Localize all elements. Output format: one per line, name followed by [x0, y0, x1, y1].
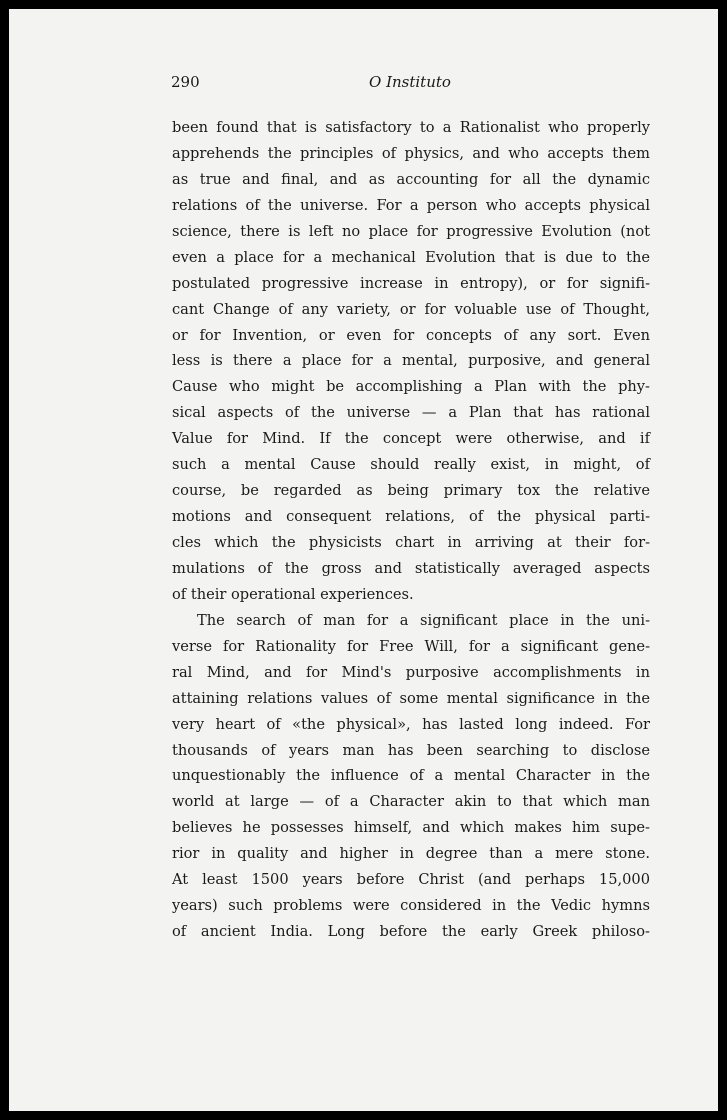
text-line: years) such problems were considered in the Vedic hymns [172, 897, 650, 915]
text-line: course, be regarded as being primary tox the relative [172, 482, 650, 500]
text-line: apprehends the principles of physics, and who accepts them [172, 144, 650, 162]
text-line: motions and consequent relations, of the physical parti- [172, 508, 650, 526]
text-line: At least 1500 years before Christ (and perhaps 15,000 [172, 871, 650, 889]
journal-title: O Instituto [369, 73, 451, 91]
text-line: sical aspects of the universe — a Plan that has rational [172, 404, 650, 422]
text-line: of ancient India. Long before the early Greek philoso- [172, 923, 650, 941]
book-page [9, 9, 718, 1111]
text-line: rior in quality and higher in degree than a mere stone. [172, 845, 650, 863]
text-line: unquestionably the influence of a mental Character in the [172, 767, 650, 785]
text-line: very heart of «the physical», has lasted long indeed. For [172, 715, 650, 733]
text-line: less is there a place for a mental, purposive, and general [172, 352, 650, 370]
paragraph-1 [172, 115, 650, 608]
text-line: mulations of the gross and statistically averaged aspects [172, 559, 650, 577]
text-line: thousands of years man has been searching to disclose [172, 741, 650, 759]
text-line: Value for Mind. If the concept were otherwise, and if [172, 430, 650, 448]
text-line: cles which the physicists chart in arriving at their for- [172, 534, 650, 551]
text-line: Cause who might be accomplishing a Plan with the phy- [172, 378, 650, 396]
text-line: world at large — of a Character akin to that which man [172, 793, 650, 811]
text-line: ral Mind, and for Mind's purposive accomplishments in [172, 663, 650, 681]
body-text [172, 115, 650, 945]
text-line: postulated progressive increase in entropy), or for signifi- [172, 274, 650, 292]
text-line: believes he possesses himself, and which makes him supe- [172, 819, 650, 837]
text-line: of their operational experiences. [172, 585, 414, 603]
text-line: as true and final, and as accounting for all the dynamic [172, 170, 650, 188]
text-line: even a place for a mechanical Evolution that is due to the [172, 248, 650, 266]
text-line: science, there is left no place for progressive Evolution (not [172, 222, 650, 240]
text-line: cant Change of any variety, or for voluable use of Thought, [172, 300, 650, 318]
text-line: attaining relations values of some mental significance in the [172, 689, 650, 707]
text-line: such a mental Cause should really exist, in might, of [172, 456, 650, 474]
text-line: been found that is satisfactory to a Rationalist who properly [172, 119, 650, 136]
text-line: relations of the universe. For a person who accepts physical [172, 196, 650, 214]
paragraph-2 [172, 608, 650, 945]
text-line: verse for Rationality for Free Will, for a significant gene- [172, 637, 650, 655]
page-number: 290 [171, 73, 200, 91]
running-head [171, 73, 651, 97]
text-line: or for Invention, or even for concepts of any sort. Even [172, 326, 650, 344]
text-line: The search of man for a significant place in the uni- [197, 611, 650, 629]
